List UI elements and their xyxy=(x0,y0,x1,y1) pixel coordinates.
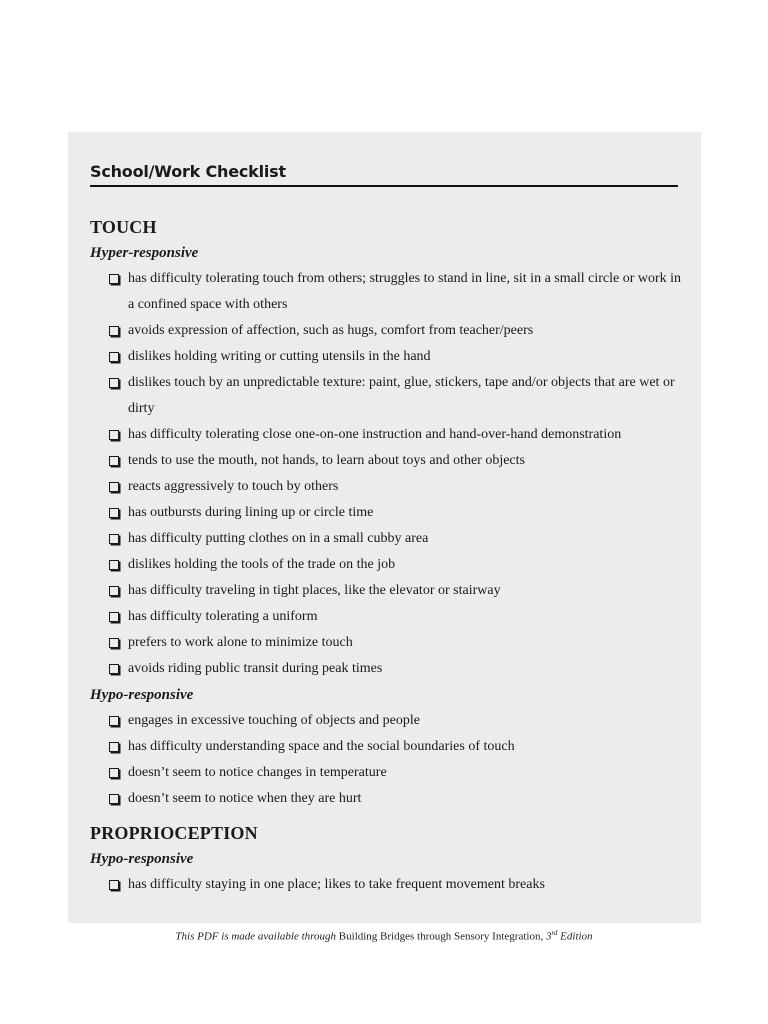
checklist-item-label: prefers to work alone to minimize touch xyxy=(128,635,353,650)
checklist-item-label: avoids expression of affection, such as hugs, comfort from teacher/peers xyxy=(128,323,534,338)
section-heading: PROPRIOCEPTION xyxy=(90,823,258,843)
checkbox-icon[interactable] xyxy=(109,880,119,890)
checklist-item xyxy=(90,500,690,526)
checkbox-icon[interactable] xyxy=(109,456,119,466)
checklist-item-label: avoids riding public transit during peak times xyxy=(128,661,383,676)
checklist-item xyxy=(90,266,690,318)
footer-edition-word: Edition xyxy=(560,930,593,943)
checkbox-icon[interactable] xyxy=(109,742,119,752)
response-subheading: Hypo-responsive xyxy=(90,687,194,703)
footer-edition-number: 3 xyxy=(545,930,552,943)
checklist-item-label: has difficulty tolerating touch from others; struggles to stand in line, sit in a small circle or work in a confined space with others xyxy=(128,271,682,312)
checklist-item-label: reacts aggressively to touch by others xyxy=(128,479,339,494)
checklist-item xyxy=(90,370,690,422)
checklist-item xyxy=(90,318,690,344)
checklist-item xyxy=(90,422,690,448)
checklist-items xyxy=(90,708,690,812)
checkbox-icon[interactable] xyxy=(109,430,119,440)
checklist-item-label: engages in excessive touching of objects and people xyxy=(128,713,420,728)
checkbox-icon[interactable] xyxy=(109,482,119,492)
footer-prefix: This PDF is made available through xyxy=(175,930,337,943)
footer-edition-superscript: rd xyxy=(551,929,558,937)
checkbox-icon[interactable] xyxy=(109,794,119,804)
checklist-item xyxy=(90,526,690,552)
checklist-item xyxy=(90,786,690,812)
checkbox-icon[interactable] xyxy=(109,378,119,388)
checkbox-icon[interactable] xyxy=(109,612,119,622)
checklist-item xyxy=(90,656,690,682)
checklist-panel xyxy=(68,132,701,923)
checklist-item xyxy=(90,872,690,898)
response-subheading: Hypo-responsive xyxy=(90,851,194,867)
checklist-item-label: dislikes holding writing or cutting utensils in the hand xyxy=(128,349,431,364)
footer-note xyxy=(0,929,768,943)
checklist-item-label: tends to use the mouth, not hands, to learn about toys and other objects xyxy=(128,453,525,468)
checklist-item-label: has difficulty tolerating a uniform xyxy=(128,609,318,624)
checklist-items xyxy=(90,872,690,898)
checkbox-icon[interactable] xyxy=(109,664,119,674)
checkbox-icon[interactable] xyxy=(109,586,119,596)
checklist-item xyxy=(90,552,690,578)
checkbox-icon[interactable] xyxy=(109,274,119,284)
checklist-item xyxy=(90,708,690,734)
footer-book-title: Building Bridges through Sensory Integration, xyxy=(338,930,544,943)
checkbox-icon[interactable] xyxy=(109,352,119,362)
response-subheading: Hyper-responsive xyxy=(90,245,199,261)
checklist-item-label: has difficulty tolerating close one-on-one instruction and hand-over-hand demonstration xyxy=(128,427,622,442)
checklist-item-label: has difficulty traveling in tight places, like the elevator or stairway xyxy=(128,583,501,598)
checkbox-icon[interactable] xyxy=(109,560,119,570)
checklist-item-label: doesn’t seem to notice changes in temperature xyxy=(128,765,387,780)
checklist-item-label: dislikes touch by an unpredictable texture: paint, glue, stickers, tape and/or objects that are wet or dirty xyxy=(128,375,675,416)
checklist-content xyxy=(90,214,690,898)
checklist-item-label: has difficulty putting clothes on in a small cubby area xyxy=(128,531,429,546)
checklist-title: School/Work Checklist xyxy=(90,162,678,187)
section-heading: TOUCH xyxy=(90,217,157,237)
checklist-item xyxy=(90,604,690,630)
checklist-item xyxy=(90,578,690,604)
checklist-item-label: dislikes holding the tools of the trade on the job xyxy=(128,557,396,572)
checkbox-icon[interactable] xyxy=(109,534,119,544)
checkbox-icon[interactable] xyxy=(109,508,119,518)
checkbox-icon[interactable] xyxy=(109,638,119,648)
checkbox-icon[interactable] xyxy=(109,716,119,726)
checklist-item-label: has difficulty understanding space and the social boundaries of touch xyxy=(128,739,515,754)
checklist-item xyxy=(90,474,690,500)
checklist-item xyxy=(90,734,690,760)
checklist-item-label: has difficulty staying in one place; likes to take frequent movement breaks xyxy=(128,877,545,892)
checklist-item xyxy=(90,630,690,656)
checkbox-icon[interactable] xyxy=(109,768,119,778)
checkbox-icon[interactable] xyxy=(109,326,119,336)
checklist-item xyxy=(90,760,690,786)
checklist-item-label: doesn’t seem to notice when they are hurt xyxy=(128,791,362,806)
checklist-item-label: has outbursts during lining up or circle time xyxy=(128,505,374,520)
checklist-item xyxy=(90,344,690,370)
checklist-items xyxy=(90,266,690,682)
checklist-item xyxy=(90,448,690,474)
